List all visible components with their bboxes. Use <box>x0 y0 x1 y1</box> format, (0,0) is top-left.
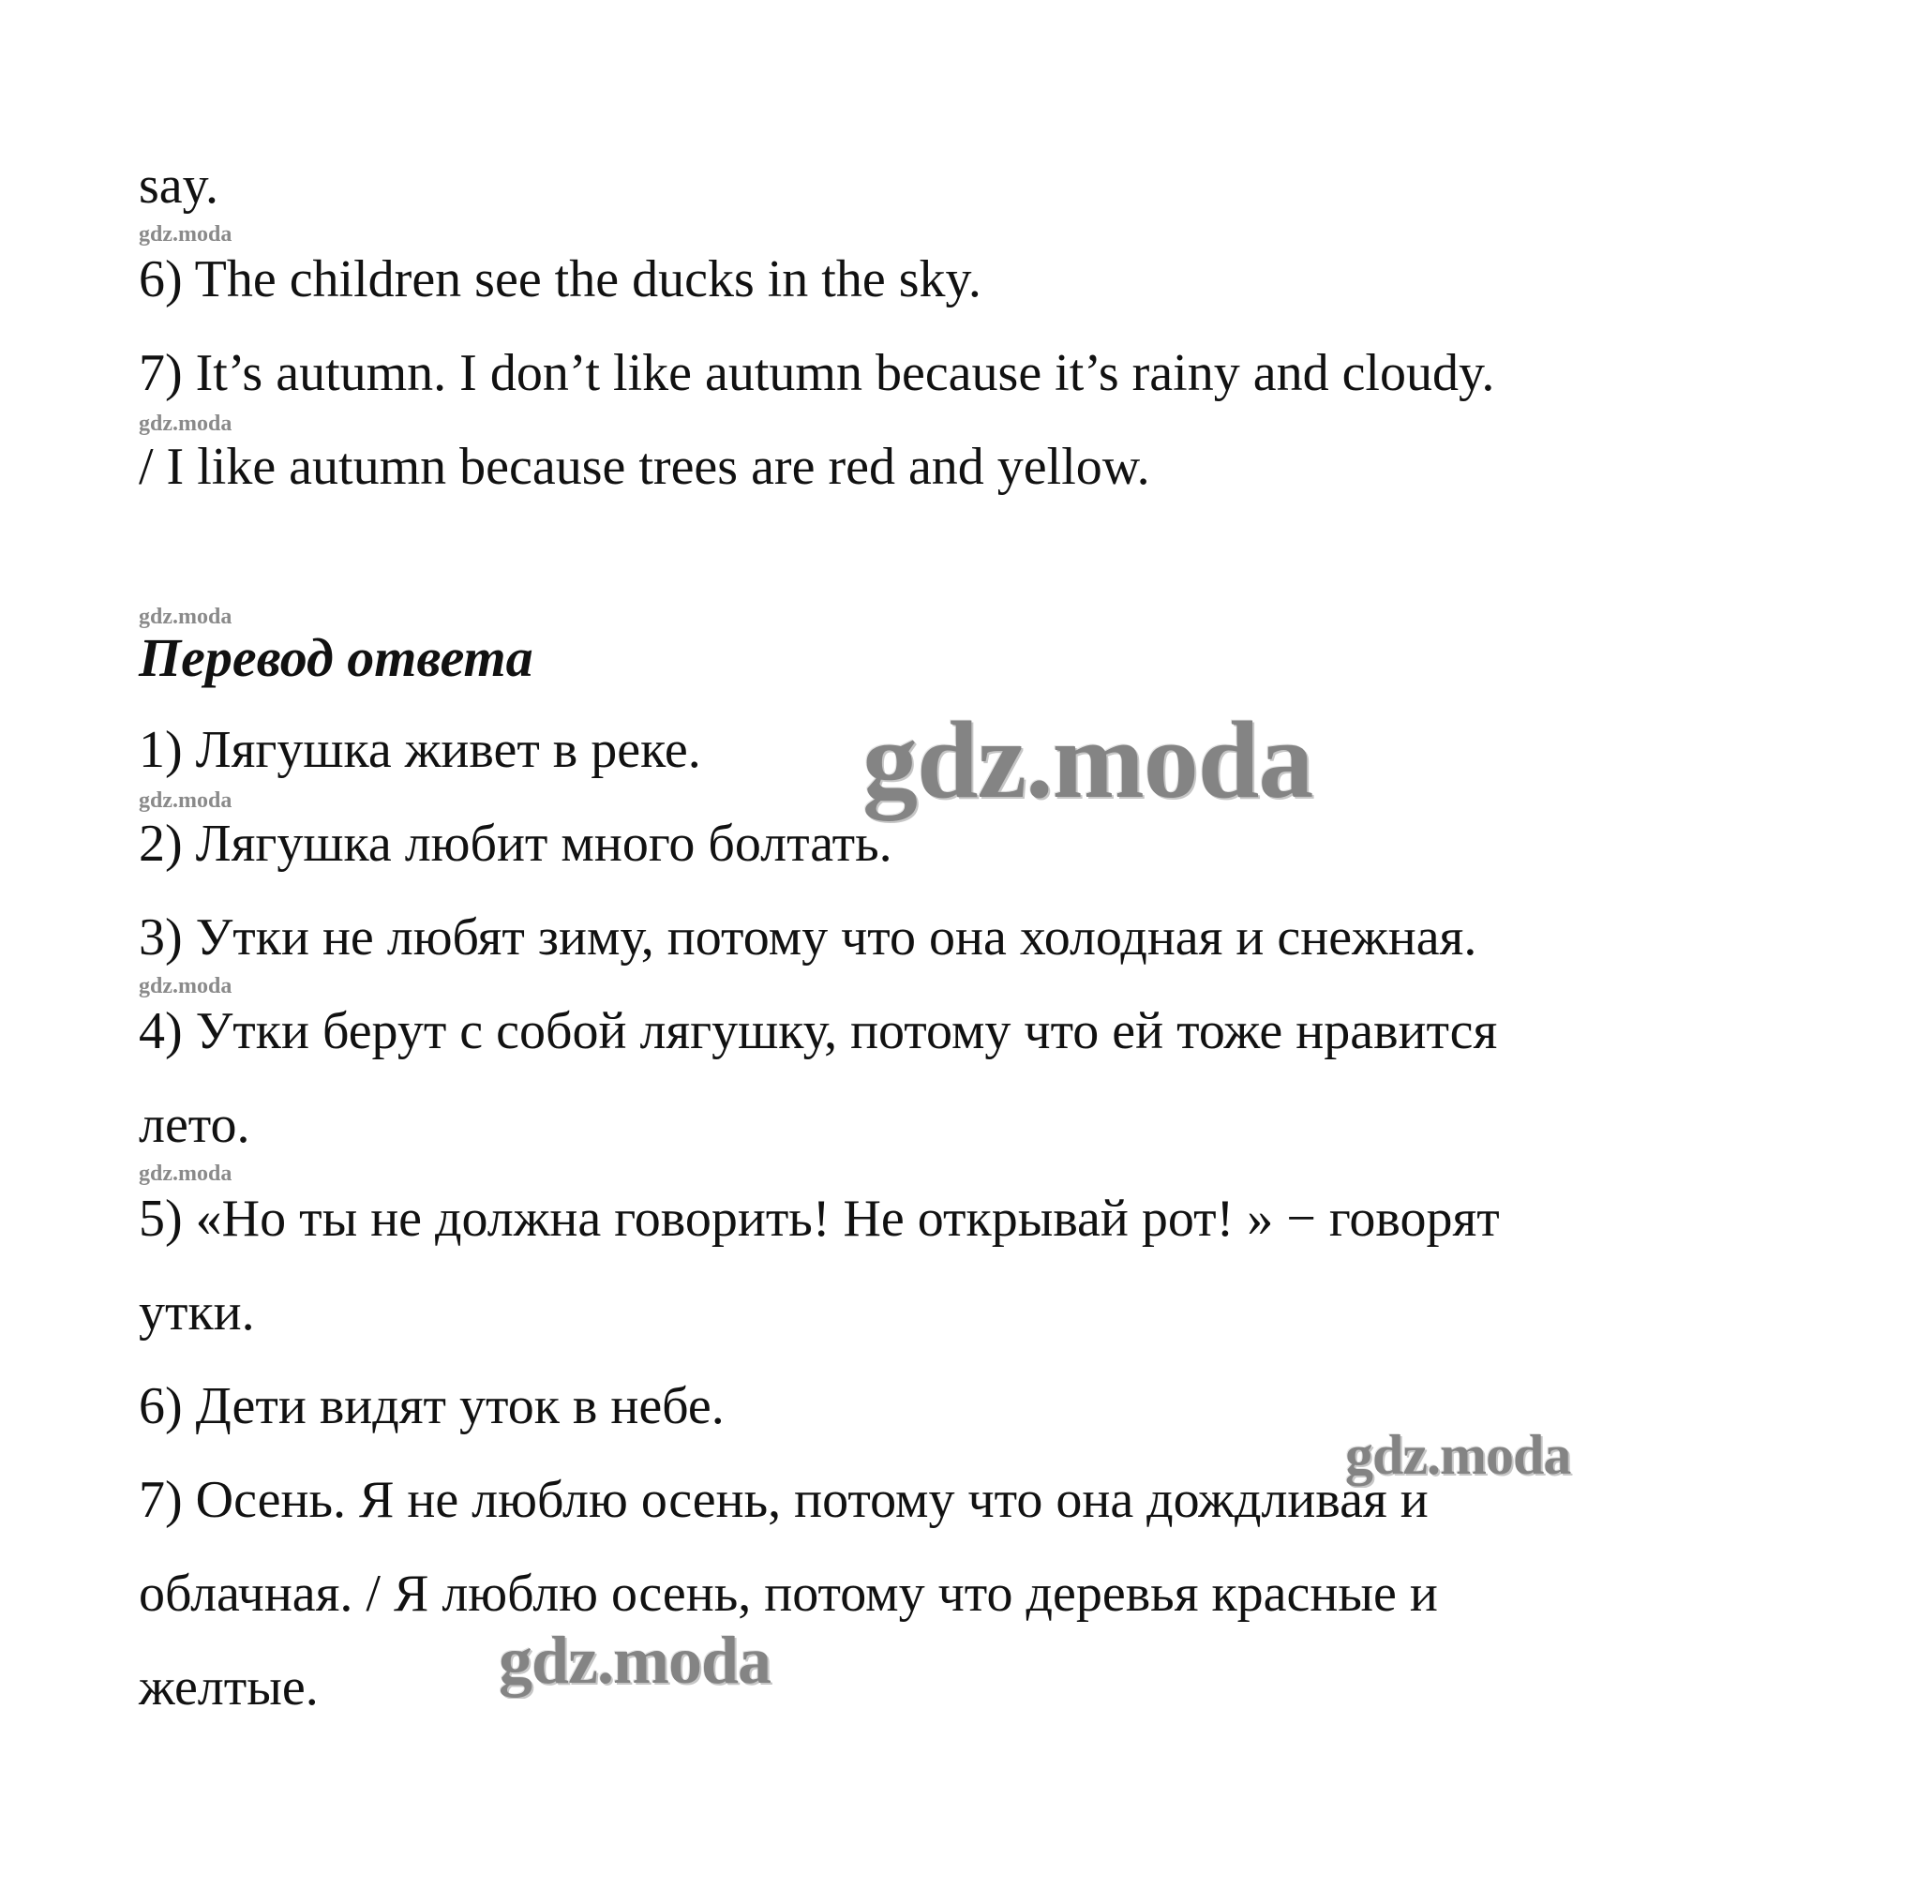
translation-line-7c: желтые. <box>139 1658 319 1717</box>
translation-line-5b: утки. <box>139 1283 255 1342</box>
watermark-small: gdz.moda <box>139 974 232 998</box>
watermark-large: gdz.moda <box>862 698 1313 821</box>
watermark-small: gdz.moda <box>139 412 232 436</box>
translation-heading: Перевод ответа <box>139 627 533 688</box>
watermark-large: gdz.moda <box>1345 1424 1571 1486</box>
watermark-large: gdz.moda <box>499 1623 771 1698</box>
watermark-small: gdz.moda <box>139 222 232 247</box>
translation-line-6: 6) Дети видят уток в небе. <box>139 1377 725 1435</box>
watermark-small: gdz.moda <box>139 1162 232 1186</box>
watermark-small: gdz.moda <box>139 605 232 629</box>
translation-line-4a: 4) Утки берут с собой лягушку, потому что ей тоже нравится <box>139 1002 1498 1060</box>
translation-line-1: 1) Лягушка живет в реке. <box>139 721 701 779</box>
translation-line-4b: лето. <box>139 1096 250 1154</box>
answer-line-7b: / I like autumn because trees are red and yellow. <box>139 438 1150 496</box>
answer-line-7a: 7) It’s autumn. I don’t like autumn because it’s rainy and cloudy. <box>139 344 1495 402</box>
translation-line-2: 2) Лягушка любит много болтать. <box>139 815 892 873</box>
translation-line-7a: 7) Осень. Я не люблю осень, потому что она дождливая и <box>139 1471 1429 1529</box>
answer-line-say: say. <box>139 157 219 215</box>
translation-line-3: 3) Утки не любят зиму, потому что она холодная и снежная. <box>139 908 1477 967</box>
watermark-small: gdz.moda <box>139 788 232 813</box>
translation-line-7b: облачная. / Я люблю осень, потому что деревья красные и <box>139 1565 1438 1623</box>
answer-line-6: 6) The children see the ducks in the sky. <box>139 250 981 308</box>
translation-line-5a: 5) «Но ты не должна говорить! Не открывай рот! » − говорят <box>139 1190 1500 1248</box>
